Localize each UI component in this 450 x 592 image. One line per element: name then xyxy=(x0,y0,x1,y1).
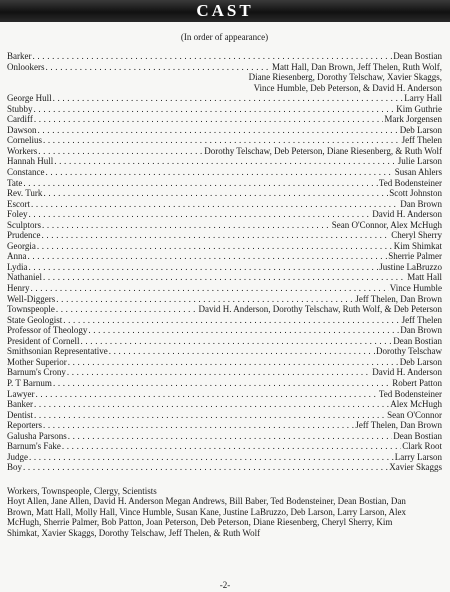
cast-actor: Kim Shimkat xyxy=(393,240,442,251)
dot-leader xyxy=(68,431,393,442)
cast-role: State Geologist xyxy=(7,314,63,325)
cast-role: Escort xyxy=(7,198,30,209)
cast-row xyxy=(7,272,442,283)
cast-row xyxy=(7,367,442,378)
cast-row xyxy=(7,399,442,410)
cast-row xyxy=(7,420,442,431)
dot-leader xyxy=(67,367,371,378)
cast-row xyxy=(7,315,442,326)
cast-actor: Vince Humble xyxy=(389,283,442,294)
cast-row xyxy=(7,199,442,210)
cast-role: P. T Barnum xyxy=(7,377,52,388)
cast-actor: Xavier Skaggs xyxy=(389,462,442,473)
cast-row xyxy=(7,156,442,167)
cast-row xyxy=(7,51,442,62)
cast-row xyxy=(7,241,442,252)
cast-actor: Dorothy Telschaw xyxy=(376,346,442,357)
cast-row xyxy=(7,167,442,178)
dot-leader xyxy=(42,230,391,241)
cast-role: Lawyer xyxy=(7,388,35,399)
cast-row xyxy=(7,230,442,241)
cast-actor: Larry Hall xyxy=(404,93,442,104)
cast-role: Boy xyxy=(7,462,23,473)
dot-leader xyxy=(54,156,397,167)
cast-actor: Dean Bostian xyxy=(393,51,442,61)
dot-leader xyxy=(46,167,394,178)
cast-actor: Robert Patton xyxy=(392,377,442,388)
cast-row xyxy=(7,336,442,347)
cast-row xyxy=(7,178,442,189)
cast-actor: Alex McHugh xyxy=(390,399,442,410)
banner-title: CAST xyxy=(196,1,254,20)
dot-leader xyxy=(88,325,399,336)
cast-role: Rev. Turk xyxy=(7,188,43,199)
cast-row xyxy=(7,294,442,305)
dot-leader xyxy=(56,294,354,305)
dot-leader xyxy=(56,304,198,315)
cast-role: Foley xyxy=(7,209,28,220)
cast-actor: Deb Larson xyxy=(399,356,442,367)
cast-row xyxy=(7,357,442,368)
cast-role: Anna xyxy=(7,251,27,262)
cast-actor: Dan Brown xyxy=(400,198,442,209)
dot-leader xyxy=(43,420,354,431)
cast-role: Cardiff xyxy=(7,114,33,125)
dot-leader xyxy=(34,410,386,421)
dot-leader xyxy=(29,262,379,273)
cast-role: Dentist xyxy=(7,409,33,420)
cast-row xyxy=(7,462,442,473)
cast-role: Well-Diggers xyxy=(7,293,56,304)
cast-role: Barnum's Crony xyxy=(7,367,66,378)
cast-row xyxy=(7,125,442,136)
dot-leader xyxy=(38,146,203,157)
cast-row xyxy=(7,104,442,115)
ensemble-names xyxy=(7,496,442,538)
cast-subtitle: (In order of appearance) xyxy=(180,32,269,42)
cast-row xyxy=(7,431,442,442)
cast-role: George Hull xyxy=(7,93,52,104)
cast-role: Smithsonian Representative xyxy=(7,346,108,357)
dot-leader xyxy=(29,452,394,463)
cast-role: Judge xyxy=(7,451,28,462)
cast-actor: Julie Larson xyxy=(397,156,442,167)
cast-actor: David H. Anderson xyxy=(372,209,442,220)
cast-actor: Clark Root xyxy=(402,441,442,452)
dot-leader xyxy=(81,336,393,347)
cast-role: Henry xyxy=(7,283,30,294)
cast-actor: Larry Larson xyxy=(394,451,442,462)
cast-actor: Ted Bodensteiner xyxy=(378,177,442,188)
dot-leader xyxy=(43,188,388,199)
cast-actor: Jeff Thelen, Dan Brown xyxy=(355,293,442,304)
dot-leader xyxy=(23,178,378,189)
cast-actor: Jeff Thelen xyxy=(401,314,442,325)
cast-row xyxy=(7,93,442,104)
cast-role: Barnum's Fake xyxy=(7,441,61,452)
cast-role: Mother Superior xyxy=(7,356,67,367)
ensemble-block xyxy=(7,486,442,539)
cast-row xyxy=(7,452,442,463)
cast-role: Georgia xyxy=(7,240,36,251)
cast-row xyxy=(7,346,442,357)
dot-leader xyxy=(33,51,393,62)
cast-role: President of Cornell xyxy=(7,335,80,346)
dot-leader xyxy=(42,220,331,231)
ensemble-line: McHugh, Sherrie Palmer, Bob Patton, Joan Peterson, Deb Peterson, Diane Riesenberg, Cheryl Sherry, Kim xyxy=(7,517,393,528)
cast-row xyxy=(7,220,442,231)
cast-actor: Jeff Thelen xyxy=(401,135,442,146)
cast-role: Cornelius xyxy=(7,135,42,146)
cast-actor: David H. Anderson, Dorothy Telschaw, Ruth Wolf, & Deb Peterson xyxy=(198,304,442,315)
cast-role: Hannah Hull xyxy=(7,156,54,167)
cast-actor: Deb Larson xyxy=(399,124,442,135)
cast-actor: Cheryl Sherry xyxy=(391,230,442,241)
dot-leader xyxy=(63,315,400,326)
cast-role: Professor of Theology xyxy=(7,325,88,336)
dot-leader xyxy=(34,399,389,410)
cast-actor: Kim Guthrie xyxy=(396,103,442,114)
cast-role: Nathaniel xyxy=(7,272,42,283)
cast-row xyxy=(7,209,442,220)
cast-row xyxy=(7,262,442,273)
ensemble-line: Hoyt Allen, Jane Allen, David H. Anderson Megan Andrews, Bill Baber, Ted Bodensteiner, Dean Bostian, Dan xyxy=(7,496,406,507)
cast-actor: Ted Bodensteiner xyxy=(378,388,442,399)
dot-leader xyxy=(62,441,401,452)
dot-leader xyxy=(31,283,389,294)
cast-row xyxy=(7,325,442,336)
cast-row xyxy=(7,62,442,73)
cast-role: Dawson xyxy=(7,124,37,135)
cast-role: Lydia xyxy=(7,261,28,272)
dot-leader xyxy=(29,209,372,220)
cast-role: Prudence xyxy=(7,230,41,241)
cast-row xyxy=(7,410,442,421)
dot-leader xyxy=(43,272,406,283)
cast-role: Stubby xyxy=(7,103,33,114)
dot-leader xyxy=(35,389,377,400)
cast-role: Workers xyxy=(7,145,38,156)
cast-row xyxy=(7,114,442,125)
cast-row xyxy=(7,389,442,400)
dot-leader xyxy=(31,199,399,210)
dot-leader xyxy=(53,93,404,104)
cast-actor: Jeff Thelen, Dan Brown xyxy=(355,420,442,431)
cast-actor: Susan Ahlers xyxy=(394,167,442,178)
cast-banner xyxy=(0,0,450,22)
dot-leader xyxy=(109,346,375,357)
cast-actor: Dan Brown xyxy=(400,325,442,336)
cast-actor: Justine LaBruzzo xyxy=(379,261,442,272)
cast-actor-continuation: Diane Riesenberg, Dorothy Telschaw, Xavier Skaggs, xyxy=(248,72,442,83)
cast-row xyxy=(7,441,442,452)
cast-role: Sculptors xyxy=(7,219,42,230)
cast-list xyxy=(7,51,442,473)
dot-leader xyxy=(43,135,401,146)
cast-role: Reporters xyxy=(7,420,42,431)
cast-actor: Dean Bostian xyxy=(393,335,442,346)
page-number: -2- xyxy=(219,580,231,590)
cast-role: Galusha Parsons xyxy=(7,430,67,441)
dot-leader xyxy=(46,62,271,73)
ensemble-heading: Workers, Townspeople, Clergy, Scientists xyxy=(7,485,157,496)
cast-actor: Sean O'Connor xyxy=(387,409,442,420)
cast-actor: Sherrie Palmer xyxy=(388,251,442,262)
cast-actor: Matt Hall, Dan Brown, Jeff Thelen, Ruth Wolf, xyxy=(271,61,442,72)
cast-row xyxy=(7,283,442,294)
cast-role: Constance xyxy=(7,167,45,178)
cast-actor: Dorothy Telschaw, Deb Peterson, Diane Riesenberg, & Ruth Wolf xyxy=(204,145,442,156)
cast-actor: Scott Johnston xyxy=(389,188,442,199)
dot-leader xyxy=(68,357,399,368)
dot-leader xyxy=(53,378,391,389)
cast-role: Barker xyxy=(7,51,32,61)
cast-role: Tate xyxy=(7,177,23,188)
cast-actor: David H. Anderson xyxy=(372,367,442,378)
ensemble-line: Shimkat, Xavier Skaggs, Dorothy Telschaw, Jeff Thelen, & Ruth Wolf xyxy=(7,527,261,538)
cast-row xyxy=(7,304,442,315)
cast-actor: Mark Jorgensen xyxy=(384,114,442,125)
cast-row xyxy=(7,146,442,157)
dot-leader xyxy=(28,251,388,262)
cast-actor: Sean O'Connor, Alex McHugh xyxy=(331,219,442,230)
cast-actor: Dean Bostian xyxy=(393,430,442,441)
dot-leader xyxy=(38,125,399,136)
dot-leader xyxy=(34,114,384,125)
cast-actor: Matt Hall xyxy=(407,272,442,283)
ensemble-line: Brown, Matt Hall, Molly Hall, Vince Humble, Susan Kane, Justine LaBruzzo, Deb Larson, Larry Larson, Alex xyxy=(7,506,406,517)
dot-leader xyxy=(34,104,396,115)
cast-actor-continuation: Vince Humble, Deb Peterson, & David H. Anderson xyxy=(253,82,442,93)
cast-row xyxy=(7,251,442,262)
dot-leader xyxy=(23,462,388,473)
dot-leader xyxy=(37,241,393,252)
cast-row xyxy=(7,378,442,389)
cast-row xyxy=(7,135,442,146)
cast-role: Banker xyxy=(7,399,33,410)
cast-row xyxy=(7,188,442,199)
cast-role: Onlookers xyxy=(7,61,45,72)
cast-role: Townspeople xyxy=(7,304,55,315)
